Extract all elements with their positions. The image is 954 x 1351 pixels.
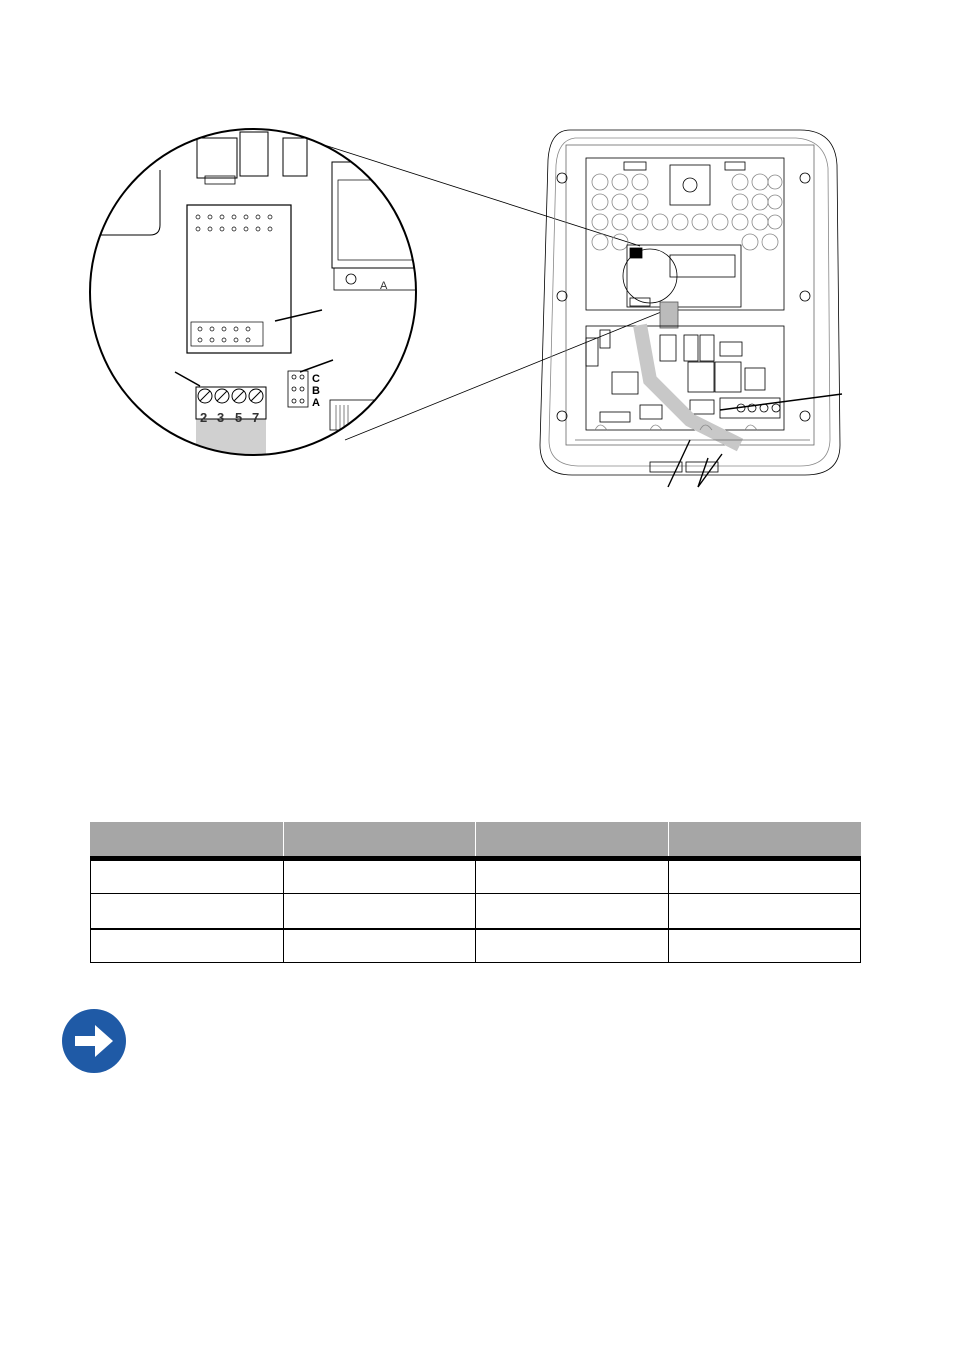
arrow-right-circle-icon: [61, 1008, 127, 1074]
table-cell: [283, 894, 476, 930]
table-cell: [283, 859, 476, 894]
table-cell: [668, 894, 861, 930]
magnified-detail: [80, 120, 440, 468]
terminal-number: 2: [200, 410, 208, 425]
table-cell: [91, 859, 284, 894]
enclosure-drawing: [540, 130, 840, 475]
table-row: [91, 929, 861, 963]
table-row: [91, 859, 861, 894]
jumper-label: B: [312, 385, 320, 397]
table-header-cell: [91, 822, 284, 859]
table-header-cell: [668, 822, 861, 859]
table-cell: [476, 859, 669, 894]
board-label: A: [380, 280, 388, 292]
terminal-number: 3: [217, 410, 225, 425]
table-cell: [476, 894, 669, 930]
table-header-cell: [476, 822, 669, 859]
table-cell: [668, 859, 861, 894]
table-cell: [668, 929, 861, 963]
jumper-label: A: [312, 397, 320, 409]
table-cell: [476, 929, 669, 963]
table-cell: [283, 929, 476, 963]
table-header-row: [91, 822, 861, 859]
terminal-number: 5: [235, 410, 243, 425]
table-cell: [91, 894, 284, 930]
data-table: [90, 822, 861, 963]
overview-leaders: [668, 394, 842, 487]
table-row: [91, 894, 861, 930]
table-cell: [91, 929, 284, 963]
table-header-cell: [283, 822, 476, 859]
terminal-number: 7: [252, 410, 260, 425]
jumper-label: C: [312, 373, 320, 385]
